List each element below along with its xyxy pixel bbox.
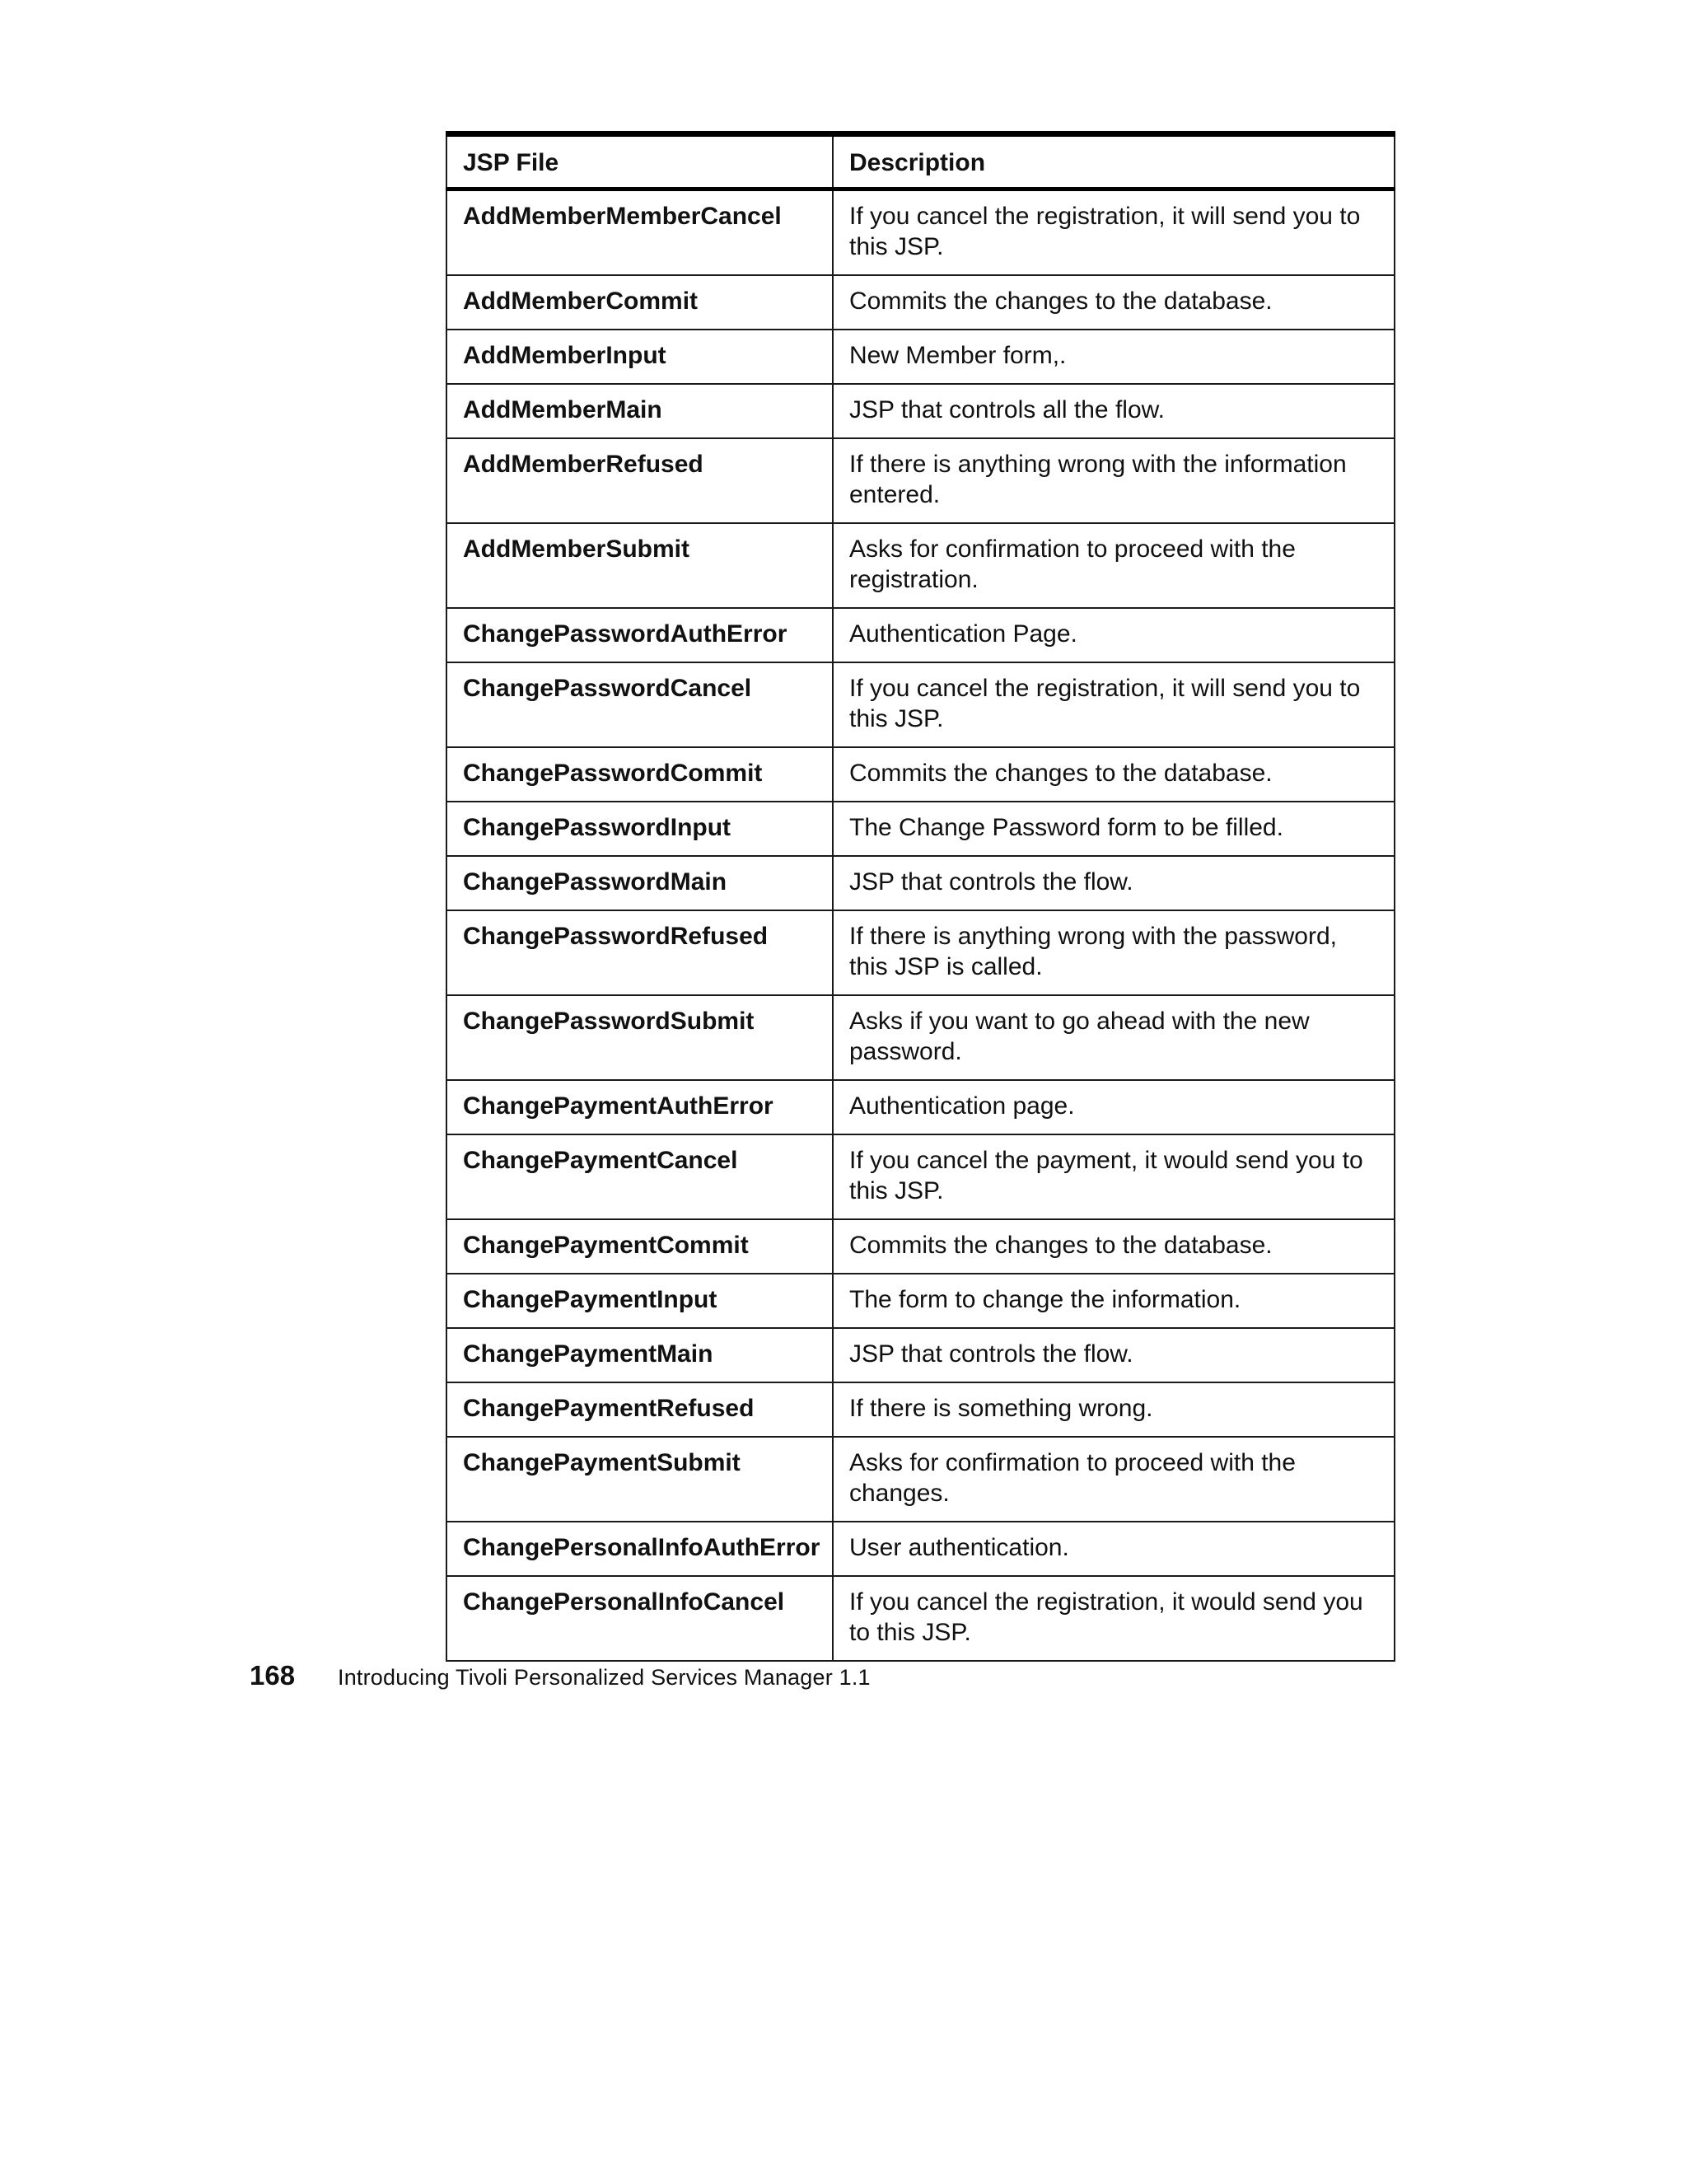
table-row [446,856,1395,910]
jsp-file-name: AddMemberRefused [446,438,833,523]
jsp-file-description: JSP that controls the flow. [833,1328,1395,1382]
jsp-file-name: AddMemberCommit [446,275,833,330]
table-header [446,134,1395,189]
jsp-file-name: ChangePasswordMain [446,856,833,910]
column-header-description: Description [833,134,1395,189]
jsp-file-name: AddMemberSubmit [446,523,833,608]
jsp-file-table [446,131,1395,1662]
jsp-file-description: Authentication page. [833,1080,1395,1134]
jsp-file-description: If there is anything wrong with the information entered. [833,438,1395,523]
jsp-file-name: ChangePasswordCommit [446,747,833,802]
table-row [446,330,1395,384]
jsp-file-name: ChangePasswordCancel [446,662,833,747]
jsp-file-description: If you cancel the registration, it would send you to this JSP. [833,1576,1395,1661]
table-row [446,1522,1395,1576]
jsp-file-name: ChangePersonalInfoAuthError [446,1522,833,1576]
jsp-file-description: The form to change the information. [833,1274,1395,1328]
page-number: 168 [250,1660,296,1691]
table-row [446,1437,1395,1522]
table-row [446,1576,1395,1661]
table-row [446,995,1395,1080]
table-row [446,438,1395,523]
table-row [446,384,1395,438]
table-row [446,1328,1395,1382]
jsp-file-name: ChangePasswordAuthError [446,608,833,662]
jsp-file-description: Commits the changes to the database. [833,275,1395,330]
book-title: Introducing Tivoli Personalized Services Manager 1.1 [338,1665,871,1690]
table-row [446,1274,1395,1328]
table-row [446,910,1395,995]
jsp-file-description: Asks if you want to go ahead with the new password. [833,995,1395,1080]
jsp-file-description: Commits the changes to the database. [833,747,1395,802]
jsp-file-name: AddMemberMain [446,384,833,438]
table-row [446,1080,1395,1134]
table-row [446,523,1395,608]
jsp-file-description: If you cancel the registration, it will send you to this JSP. [833,189,1395,276]
jsp-file-description: The Change Password form to be filled. [833,802,1395,856]
jsp-file-description: If you cancel the payment, it would send you to this JSP. [833,1134,1395,1219]
jsp-file-description: Authentication Page. [833,608,1395,662]
jsp-file-description: Asks for confirmation to proceed with the changes. [833,1437,1395,1522]
jsp-file-name: ChangePaymentMain [446,1328,833,1382]
jsp-file-description: If there is something wrong. [833,1382,1395,1437]
jsp-file-name: ChangePasswordSubmit [446,995,833,1080]
table-row [446,1219,1395,1274]
table-row [446,608,1395,662]
table-body [446,189,1395,1662]
jsp-file-name: ChangePaymentRefused [446,1382,833,1437]
jsp-file-description: Commits the changes to the database. [833,1219,1395,1274]
jsp-file-description: User authentication. [833,1522,1395,1576]
jsp-file-name: ChangePasswordInput [446,802,833,856]
jsp-file-name: ChangePaymentCancel [446,1134,833,1219]
jsp-file-description: JSP that controls the flow. [833,856,1395,910]
table-row [446,802,1395,856]
jsp-file-name: AddMemberMemberCancel [446,189,833,276]
page-footer [250,1660,871,1691]
jsp-file-name: ChangePaymentInput [446,1274,833,1328]
table-row [446,1134,1395,1219]
jsp-file-name: AddMemberInput [446,330,833,384]
table-row [446,1382,1395,1437]
table-row [446,747,1395,802]
jsp-file-description: New Member form,. [833,330,1395,384]
table-row [446,189,1395,276]
table-row [446,275,1395,330]
column-header-jsp-file: JSP File [446,134,833,189]
table-header-row [446,134,1395,189]
jsp-file-description: Asks for confirmation to proceed with the registration. [833,523,1395,608]
jsp-file-name: ChangePersonalInfoCancel [446,1576,833,1661]
jsp-file-description: If there is anything wrong with the password, this JSP is called. [833,910,1395,995]
jsp-file-description: JSP that controls all the flow. [833,384,1395,438]
jsp-file-name: ChangePaymentCommit [446,1219,833,1274]
jsp-file-name: ChangePaymentAuthError [446,1080,833,1134]
table-row [446,662,1395,747]
jsp-file-description: If you cancel the registration, it will send you to this JSP. [833,662,1395,747]
jsp-file-name: ChangePasswordRefused [446,910,833,995]
jsp-file-name: ChangePaymentSubmit [446,1437,833,1522]
